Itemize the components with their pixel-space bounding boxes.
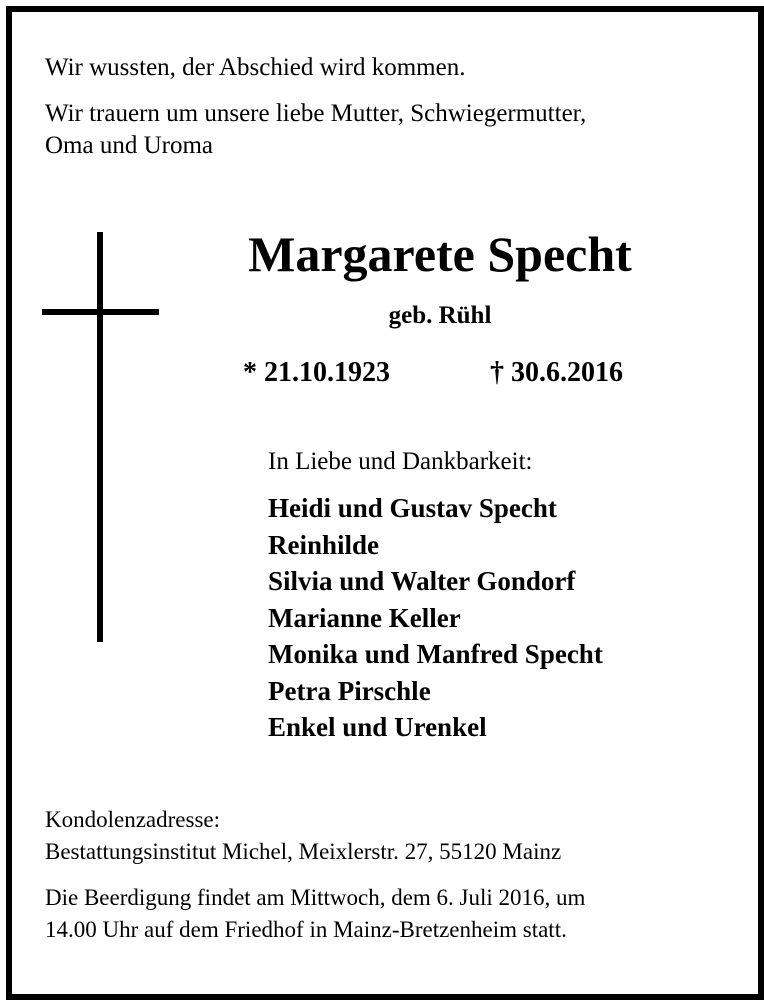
mourner-item: Heidi und Gustav Specht <box>268 493 557 523</box>
footer-info <box>45 804 735 946</box>
mourner-item: Reinhilde <box>268 529 380 560</box>
mourning-line <box>45 98 725 162</box>
maiden-name: geb. Rühl <box>388 302 492 329</box>
mourning-line-part2: Oma und Uroma <box>45 132 214 159</box>
death-date: † 30.6.2016 <box>490 357 623 388</box>
condolence-address: Bestattungsinstitut Michel, Meixlerstr. 27, 55120 Mainz <box>45 839 562 864</box>
intro-text <box>45 52 725 162</box>
mourner-item: Enkel und Urenkel <box>268 712 487 742</box>
funeral-line-1: Die Beerdigung findet am Mittwoch, dem 6. Juli 2016, um <box>45 885 586 910</box>
funeral-line-2: 14.00 Uhr auf dem Friedhof in Mainz-Bretzenheim statt. <box>45 917 567 942</box>
cross-icon-vertical <box>97 232 103 642</box>
gratitude-line: In Liebe und Dankbarkeit: <box>268 448 533 475</box>
mourner-item: Silvia und Walter Gondorf <box>268 566 576 596</box>
mourning-line-part1: Wir trauern um unsere liebe Mutter, Schwiegermutter, <box>45 100 587 127</box>
funeral-info <box>45 882 735 946</box>
condolence-label: Kondolenzadresse: <box>45 807 220 832</box>
farewell-line: Wir wussten, der Abschied wird kommen. <box>45 54 466 81</box>
mourner-item: Petra Pirschle <box>268 675 431 706</box>
birth-date: * 21.10.1923 <box>243 357 390 388</box>
mourner-item: Monika und Manfred Specht <box>268 639 603 669</box>
cross-icon-horizontal <box>42 309 159 315</box>
mourners-list <box>268 490 603 746</box>
condolence-block <box>45 804 735 868</box>
mourner-item: Marianne Keller <box>268 602 461 633</box>
deceased-name: Margarete Specht <box>248 226 632 282</box>
